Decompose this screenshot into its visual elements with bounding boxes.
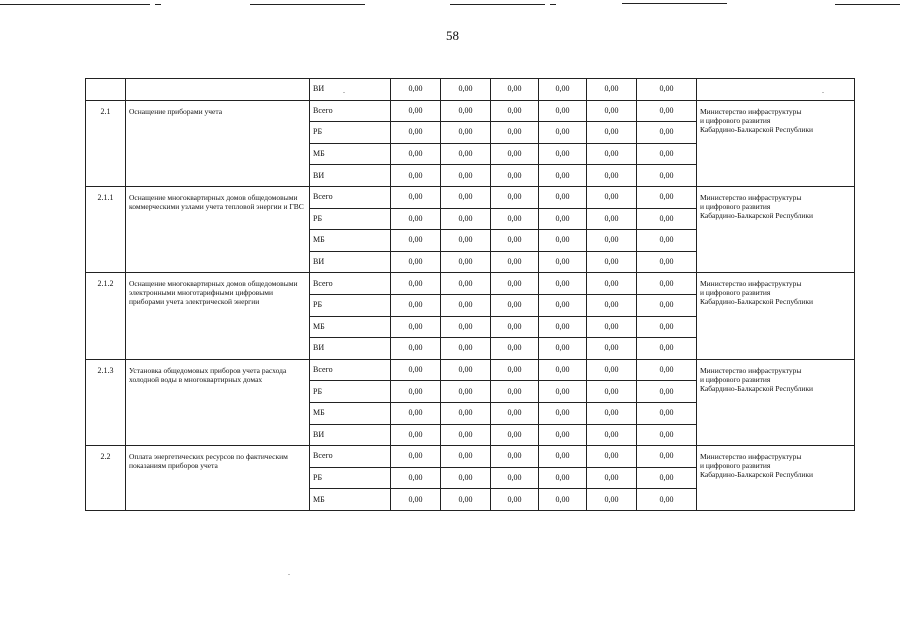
funding-source: РБ: [310, 208, 391, 230]
value-cell: 0,00: [391, 143, 441, 165]
responsible-line: Кабардино-Балкарской Республики: [700, 210, 814, 220]
value-cell: 0,00: [391, 402, 441, 424]
funding-source: ВИ: [310, 424, 391, 446]
value-cell: 0,00: [587, 186, 637, 208]
responsible-line: и цифрового развития: [700, 461, 771, 471]
value-cell: 0,00: [391, 467, 441, 489]
item-name: Оплата энергетических ресурсов по фактическим показаниям приборов учета: [126, 446, 310, 511]
value-cell: 0,00: [391, 251, 441, 273]
item-name: Оснащение многоквартирных домов общедомовыми коммерческими узлами учета тепловой энергии и ГВС: [126, 186, 310, 272]
funding-source: РБ: [310, 294, 391, 316]
value-cell: 0,00: [491, 381, 539, 403]
value-cell: 0,00: [587, 359, 637, 381]
value-cell: 0,00: [539, 402, 587, 424]
value-cell: 0,00: [491, 186, 539, 208]
value-cell: 0,00: [539, 446, 587, 468]
value-cell: 0,00: [391, 100, 441, 122]
scan-speck: .: [822, 86, 824, 95]
value-cell: 0,00: [491, 79, 539, 101]
scan-line: [622, 3, 727, 4]
value-cell: 0,00: [637, 100, 697, 122]
funding-source: Всего: [310, 186, 391, 208]
funding-source: РБ: [310, 381, 391, 403]
value-cell: 0,00: [637, 208, 697, 230]
value-cell: 0,00: [491, 100, 539, 122]
value-cell: 0,00: [491, 122, 539, 144]
table-row: [86, 273, 855, 295]
value-cell: 0,00: [491, 359, 539, 381]
value-cell: 0,00: [391, 359, 441, 381]
value-cell: 0,00: [587, 230, 637, 252]
value-cell: 0,00: [587, 316, 637, 338]
funding-source: МБ: [310, 402, 391, 424]
value-cell: 0,00: [441, 381, 491, 403]
value-cell: 0,00: [539, 186, 587, 208]
value-cell: 0,00: [441, 424, 491, 446]
value-cell: 0,00: [441, 273, 491, 295]
responsible-line: и цифрового развития: [700, 115, 771, 125]
value-cell: 0,00: [637, 294, 697, 316]
value-cell: 0,00: [441, 467, 491, 489]
value-cell: 0,00: [587, 122, 637, 144]
value-cell: 0,00: [391, 273, 441, 295]
value-cell: 0,00: [637, 338, 697, 360]
responsible-line: Кабардино-Балкарской Республики: [700, 470, 814, 480]
value-cell: 0,00: [587, 338, 637, 360]
value-cell: 0,00: [539, 381, 587, 403]
value-cell: 0,00: [441, 230, 491, 252]
responsible-line: Кабардино-Балкарской Республики: [700, 297, 814, 307]
responsible-line: и цифрового развития: [700, 201, 771, 211]
responsible-line: и цифрового развития: [700, 288, 771, 298]
value-cell: 0,00: [637, 251, 697, 273]
value-cell: 0,00: [539, 467, 587, 489]
scan-line: [250, 4, 365, 5]
budget-table: [85, 78, 855, 511]
funding-source: ВИ: [310, 79, 391, 101]
funding-source: МБ: [310, 143, 391, 165]
value-cell: 0,00: [391, 489, 441, 511]
value-cell: 0,00: [491, 273, 539, 295]
value-cell: 0,00: [539, 79, 587, 101]
value-cell: 0,00: [587, 489, 637, 511]
value-cell: 0,00: [637, 467, 697, 489]
value-cell: 0,00: [587, 251, 637, 273]
value-cell: 0,00: [441, 165, 491, 187]
value-cell: 0,00: [391, 381, 441, 403]
value-cell: 0,00: [491, 143, 539, 165]
value-cell: 0,00: [539, 251, 587, 273]
table-row: [86, 79, 855, 101]
value-cell: 0,00: [587, 208, 637, 230]
responsible-line: Министерство инфраструктуры: [700, 365, 802, 375]
scan-speck: .: [288, 568, 290, 577]
value-cell: 0,00: [441, 338, 491, 360]
value-cell: 0,00: [587, 446, 637, 468]
item-name: Оснащение приборами учета: [126, 100, 310, 186]
value-cell: 0,00: [441, 143, 491, 165]
responsible-line: Кабардино-Балкарской Республики: [700, 124, 814, 134]
responsible-executor: [697, 273, 855, 359]
responsible-line: и цифрового развития: [700, 374, 771, 384]
funding-source: МБ: [310, 316, 391, 338]
responsible-executor: [697, 446, 855, 511]
value-cell: 0,00: [491, 208, 539, 230]
value-cell: 0,00: [491, 316, 539, 338]
value-cell: 0,00: [587, 165, 637, 187]
page-number: 58: [446, 28, 459, 43]
value-cell: 0,00: [637, 402, 697, 424]
value-cell: 0,00: [491, 338, 539, 360]
value-cell: 0,00: [637, 273, 697, 295]
value-cell: 0,00: [539, 294, 587, 316]
value-cell: 0,00: [441, 316, 491, 338]
value-cell: 0,00: [391, 294, 441, 316]
value-cell: 0,00: [491, 230, 539, 252]
value-cell: 0,00: [637, 359, 697, 381]
scan-line: [155, 4, 161, 5]
value-cell: 0,00: [491, 165, 539, 187]
value-cell: 0,00: [491, 294, 539, 316]
value-cell: 0,00: [441, 446, 491, 468]
value-cell: 0,00: [637, 143, 697, 165]
value-cell: 0,00: [539, 273, 587, 295]
value-cell: 0,00: [539, 100, 587, 122]
value-cell: 0,00: [441, 208, 491, 230]
value-cell: 0,00: [587, 424, 637, 446]
item-number-cell: [86, 79, 126, 101]
item-name: Установка общедомовых приборов учета расхода холодной воды в многоквартирных домах: [126, 359, 310, 445]
value-cell: 0,00: [391, 316, 441, 338]
item-number: 2.1.3: [86, 359, 126, 445]
funding-source: РБ: [310, 122, 391, 144]
value-cell: 0,00: [391, 230, 441, 252]
value-cell: 0,00: [441, 79, 491, 101]
scan-line: [0, 4, 150, 5]
value-cell: 0,00: [587, 402, 637, 424]
value-cell: 0,00: [587, 467, 637, 489]
responsible-executor: [697, 186, 855, 272]
value-cell: 0,00: [491, 424, 539, 446]
responsible-cell: [697, 79, 855, 101]
responsible-executor: [697, 359, 855, 445]
value-cell: 0,00: [539, 122, 587, 144]
scan-line: [450, 4, 545, 5]
value-cell: 0,00: [391, 208, 441, 230]
funding-source: ВИ: [310, 251, 391, 273]
value-cell: 0,00: [391, 165, 441, 187]
funding-source: РБ: [310, 467, 391, 489]
funding-source: ВИ: [310, 338, 391, 360]
value-cell: 0,00: [637, 122, 697, 144]
value-cell: 0,00: [637, 424, 697, 446]
value-cell: 0,00: [539, 489, 587, 511]
responsible-line: Министерство инфраструктуры: [700, 192, 802, 202]
value-cell: 0,00: [637, 381, 697, 403]
value-cell: 0,00: [587, 273, 637, 295]
value-cell: 0,00: [539, 143, 587, 165]
item-name-cell: [126, 79, 310, 101]
value-cell: 0,00: [587, 294, 637, 316]
value-cell: 0,00: [391, 424, 441, 446]
scan-line: [550, 4, 556, 5]
value-cell: 0,00: [539, 208, 587, 230]
responsible-line: Министерство инфраструктуры: [700, 452, 802, 462]
scan-speck: .: [343, 86, 345, 95]
responsible-executor: [697, 100, 855, 186]
table-row: [86, 100, 855, 122]
value-cell: 0,00: [491, 489, 539, 511]
value-cell: 0,00: [539, 165, 587, 187]
funding-source: Всего: [310, 359, 391, 381]
value-cell: 0,00: [391, 79, 441, 101]
item-number: 2.1.2: [86, 273, 126, 359]
value-cell: 0,00: [441, 100, 491, 122]
table-row: [86, 186, 855, 208]
funding-source: МБ: [310, 230, 391, 252]
value-cell: 0,00: [441, 251, 491, 273]
value-cell: 0,00: [539, 338, 587, 360]
value-cell: 0,00: [637, 186, 697, 208]
funding-source: Всего: [310, 100, 391, 122]
value-cell: 0,00: [539, 359, 587, 381]
value-cell: 0,00: [441, 489, 491, 511]
value-cell: 0,00: [491, 251, 539, 273]
value-cell: 0,00: [491, 446, 539, 468]
value-cell: 0,00: [539, 316, 587, 338]
funding-source: МБ: [310, 489, 391, 511]
value-cell: 0,00: [637, 230, 697, 252]
value-cell: 0,00: [637, 79, 697, 101]
value-cell: 0,00: [539, 230, 587, 252]
scan-line: [835, 4, 900, 5]
responsible-line: Министерство инфраструктуры: [700, 279, 802, 289]
value-cell: 0,00: [587, 100, 637, 122]
value-cell: 0,00: [391, 122, 441, 144]
value-cell: 0,00: [441, 186, 491, 208]
funding-source: Всего: [310, 446, 391, 468]
value-cell: 0,00: [441, 402, 491, 424]
value-cell: 0,00: [637, 316, 697, 338]
value-cell: 0,00: [391, 186, 441, 208]
value-cell: 0,00: [587, 381, 637, 403]
table-row: [86, 359, 855, 381]
funding-source: ВИ: [310, 165, 391, 187]
value-cell: 0,00: [391, 338, 441, 360]
item-number: 2.1: [86, 100, 126, 186]
value-cell: 0,00: [637, 446, 697, 468]
value-cell: 0,00: [441, 359, 491, 381]
item-name: Оснащение многоквартирных домов общедомовыми электронными многотарифными цифровыми приборами учета электрической энергии: [126, 273, 310, 359]
item-number: 2.1.1: [86, 186, 126, 272]
responsible-line: Министерство инфраструктуры: [700, 106, 802, 116]
value-cell: 0,00: [637, 165, 697, 187]
value-cell: 0,00: [539, 424, 587, 446]
value-cell: 0,00: [441, 122, 491, 144]
value-cell: 0,00: [587, 143, 637, 165]
value-cell: 0,00: [637, 489, 697, 511]
funding-source: Всего: [310, 273, 391, 295]
value-cell: 0,00: [491, 467, 539, 489]
table-row: [86, 446, 855, 468]
value-cell: 0,00: [441, 294, 491, 316]
value-cell: 0,00: [391, 446, 441, 468]
responsible-line: Кабардино-Балкарской Республики: [700, 383, 814, 393]
value-cell: 0,00: [491, 402, 539, 424]
value-cell: 0,00: [587, 79, 637, 101]
item-number: 2.2: [86, 446, 126, 511]
